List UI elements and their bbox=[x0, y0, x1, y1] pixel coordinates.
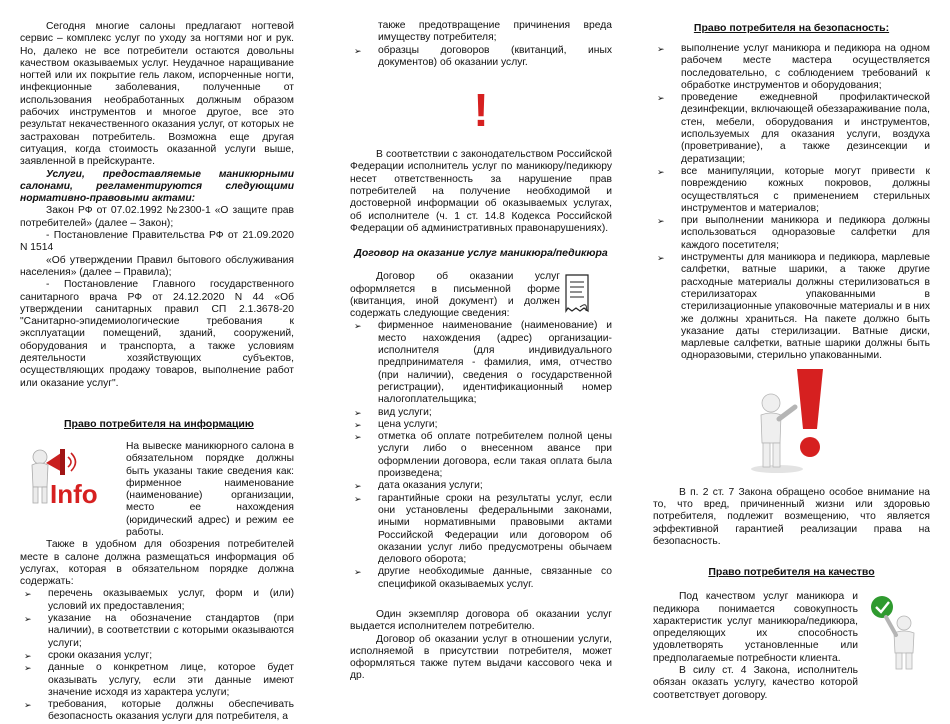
list-item: ➢ данные о конкретном лице, которое будет оказывать услугу, если эти данные имеют значение исходя из характера услуги; bbox=[20, 662, 294, 699]
middle-column bbox=[350, 0, 612, 682]
person-checkmark-icon bbox=[864, 593, 930, 671]
list-item: ➢ дата оказания услуги; bbox=[350, 480, 612, 492]
info-heading: Право потребителя на информацию bbox=[64, 417, 254, 430]
safety-list bbox=[653, 43, 930, 363]
list-item: ➢ фирменное наименование (наименование) и место нахождения (адрес) организации-исполнителя (для индивидуального предпринимателя - фамилия, имя, отчество (при наличии), сведения о государственной регистрации), идентификационный номер налогоплательщика; bbox=[350, 320, 612, 406]
info-block bbox=[20, 441, 294, 539]
continuation-text: также предотвращение причинения вреда имуществу потребителя; bbox=[378, 20, 612, 44]
contract-intro: Договор об оказании услуг оформляется в письменной форме (квитанция, иной документ) и должен содержать следующие сведения: bbox=[350, 271, 560, 320]
list-item: ➢ цена услуги; bbox=[350, 419, 612, 431]
contract-heading: Договор на оказание услуг маникюра/педикюра bbox=[354, 247, 608, 260]
right-column bbox=[653, 0, 930, 701]
safety-heading: Право потребителя на безопасность: bbox=[693, 22, 890, 34]
responsibility-text: В соответствии с законодательством Российской Федерации исполнитель услуг по маникюру/педикюру несет ответственность за нарушение прав потребителей на получение необходимой и достоверной информации об оказываемых услугах, об исполнителе (ч. 1 ст. 14.8 Кодекса Российской Федерации об административных правонарушениях). bbox=[350, 149, 612, 234]
list-item: ➢ перечень оказываемых услуг, форм и (или) условий их предоставления; bbox=[20, 588, 294, 613]
info-megaphone-icon bbox=[20, 443, 112, 507]
acts-heading: Услуги, предоставляемые маникюрными салонами, регламентируются следующими нормативно-правовыми актами: bbox=[20, 168, 294, 205]
contract-receipt-text: Договор об оказании услуг в отношении услуги, исполняемой в присутствии потребителя, может оформляться также путем выдачи кассового чека и др. bbox=[350, 633, 612, 682]
list-item: ➢ гарантийные сроки на результаты услуг, если они установлены федеральными законами, иными нормативными правовыми актами Российской Федерации или договором об оказании услуг либо предусмотрены обычаем делового оборота; bbox=[350, 493, 612, 567]
list-item: ➢ проведение ежедневной профилактической дезинфекции, включающей обеззараживание пола, стен, мебели, оборудования и инструментов, используемых для оказания услуги, воздуха (проветривание), а также дезинсекции и дератизации; bbox=[653, 92, 930, 166]
list-item: ➢ требования, которые должны обеспечивать безопасность оказания услуги для потребителя, а bbox=[20, 699, 294, 724]
law-resolution-1514: - Постановление Правительства РФ от 21.09.2020 N 1514 bbox=[20, 230, 294, 254]
list-item: ➢ выполнение услуг маникюра и педикюра на одном рабочем месте мастера осуществляется последовательно, с соблюдением требований к обработке инструментов и оборудования; bbox=[653, 43, 930, 92]
contract-details-list bbox=[350, 320, 612, 591]
person-exclamation-icon bbox=[737, 363, 847, 475]
law-zpp: Закон РФ от 07.02.1992 №2300-1 «О защите прав потребителей» (далее – Закон); bbox=[20, 205, 294, 229]
list-item: ➢ сроки оказания услуг; bbox=[20, 650, 294, 662]
safety-law-note: В п. 2 ст. 7 Закона обращено особое внимание на то, что вред, причиненный жизни или здоровью потребителя, подлежит возмещению, что является эффективной гарантией реализации права на безопасность. bbox=[653, 486, 930, 547]
quality-block bbox=[653, 591, 930, 665]
list-item: ➢ другие необходимые данные, связанные со спецификой оказываемых услуг. bbox=[350, 566, 612, 591]
quality-heading: Право потребителя на качество bbox=[708, 566, 875, 579]
list-item: ➢ вид услуги; bbox=[350, 407, 612, 419]
list-item: ➢ инструменты для маникюра и педикюра, марлевые салфетки, ватные шарики, а также другие расходные материалы должны стерилизоваться в стерилизаторах упакованными в стерилизационные упаковочные материалы и в них же должны храниться. На пакете должно быть указание даты стерилизации. Ватные диски, марлевые салфетки, ватные шарики должны быть одноразовыми, стерильно упакованными. bbox=[653, 252, 930, 363]
info-placement-text: Также в удобном для обозрения потребителей месте в салоне должна размещаться информация об услугах, которая в обязательном порядке должна содержать: bbox=[20, 539, 294, 588]
intro-paragraph: Сегодня многие салоны предлагают ногтевой сервис – комплекс услуг по уходу за ногтями ног и рук. Но, далеко не все потребители остаются довольны качеством оказываемых услуг. Неудачное наращивание ногтей или их покрытие гель лаком, испорченные ногти, инфекционные заболевания, полученные от использования необработанных должным образом рабочих инструментов и многое другое, все это результат некачественного оказания услуг, от которых не застрахован потребитель. Возможна еще другая ситуация, когда стоимость оказанной услуги выше, заявленной в прейскуранте. bbox=[20, 21, 294, 168]
info-signboard-text: На вывеске маникюрного салона в обязательном порядке должны быть указаны такие сведения как: фирменное наименование (наименование) организации, место ее нахождения (юридический адрес) и режим ее работы. bbox=[126, 440, 294, 538]
law-sanitary: - Постановление Главного государственного санитарного врача РФ от 24.12.2020 N 44 «Об утверждении санитарных правил СП 2.1.3678-20 "Санитарно-эпидемиологические требования к эксплуатации помещений, зданий, сооружений, оборудования и транспорта, а также условиям деятельности хозяйствующих субъектов, осуществляющих продажу товаров, выполнение работ или оказание услуг". bbox=[20, 279, 294, 389]
list-item: ➢ при выполнении маникюра и педикюра должны использоваться одноразовые салфетки для каждого посетителя; bbox=[653, 215, 930, 252]
safety-figure bbox=[653, 363, 930, 479]
list-item: ➢ образцы договоров (квитанций, иных документов) об оказании услуг. bbox=[350, 45, 612, 70]
list-item: ➢ отметка об оплате потребителем полной цены услуги либо о внесенном авансе при оформлении договора, если такая оплата была произведена; bbox=[350, 431, 612, 480]
receipt-icon bbox=[560, 271, 594, 317]
continuation-list bbox=[350, 45, 612, 70]
contract-copy-text: Один экземпляр договора об оказании услуг выдается исполнителем потребителю. bbox=[350, 608, 612, 633]
law-rules: «Об утверждении Правил бытового обслуживания населения» (далее – Правила); bbox=[20, 254, 294, 278]
contract-intro-block bbox=[350, 271, 612, 320]
warning-mark: ! bbox=[473, 84, 489, 137]
info-requirements-list bbox=[20, 588, 294, 723]
quality-obligation: В силу ст. 4 Закона, исполнитель обязан оказать услугу, качество которой соответствует договору. bbox=[653, 664, 858, 701]
list-item: ➢ все манипуляции, которые могут привести к повреждению кожных покровов, должны осуществляться с применением стерильных инструментов и материалов; bbox=[653, 166, 930, 215]
quality-definition: Под качеством услуг маникюра и педикюра понимается совокупность характеристик услуг маникюра/педикюра, определяющих их способность удовлетворять установленные или предполагаемые потребности клиента. bbox=[653, 591, 858, 664]
list-item: ➢ указание на обозначение стандартов (при наличии), в соответствии с которыми оказываются услуги; bbox=[20, 613, 294, 650]
left-column bbox=[20, 0, 294, 723]
svg-text:Info: Info bbox=[50, 478, 98, 507]
